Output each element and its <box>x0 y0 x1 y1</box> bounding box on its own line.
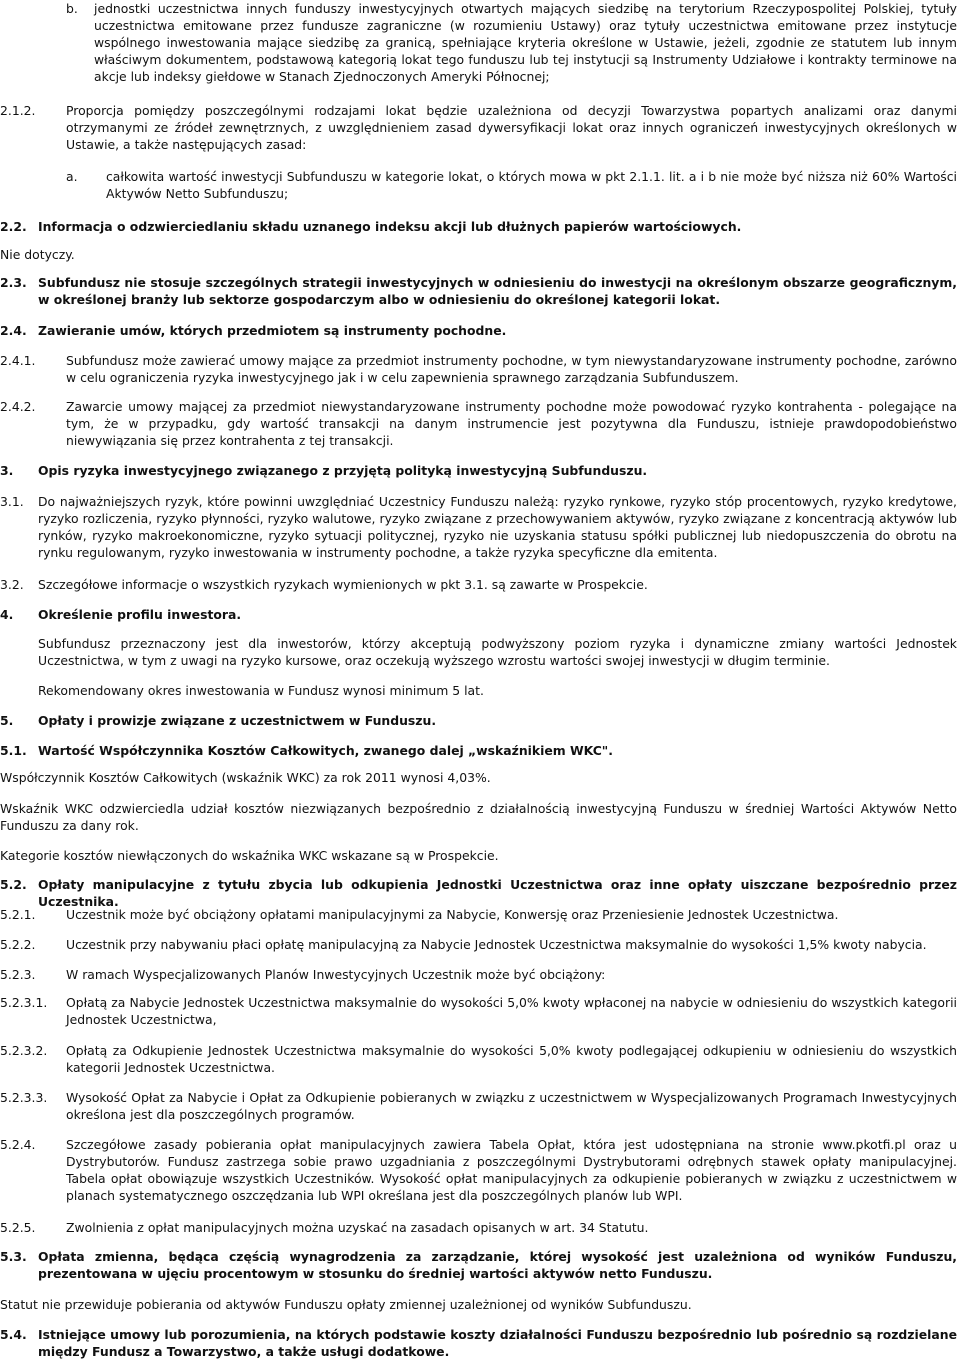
section-number: 3.1. <box>0 494 24 509</box>
section-5-3 <box>0 1248 957 1282</box>
section-number: 5.2.3.2. <box>0 1043 48 1058</box>
section-number: 5.2.3.3. <box>0 1090 48 1105</box>
section-text: Uczestnik może być obciążony opłatami manipulacyjnymi za Nabycie, Konwersję oraz Przeniesienie Jednostek Uczestnictwa. <box>66 907 839 922</box>
paragraph: Nie dotyczy. <box>0 247 75 262</box>
section-b <box>0 0 957 85</box>
section-5-4 <box>0 1326 957 1360</box>
section-text: całkowita wartość inwestycji Subfunduszu w kategorie lokat, o których mowa w pkt 2.1.1. lit. a i b nie może być niższa niż 60% Wartości Aktywów Netto Subfunduszu; <box>106 169 957 201</box>
section-text: Proporcja pomiędzy poszczególnymi rodzajami lokat będzie uzależniona od decyzji Towarzystwa popartych analizami oraz danymi otrzymanymi ze źródeł zewnętrznych, z uwzględnieniem zasad dywersyfikacji lokat oraz innych ograniczeń inwestycyjnych określonych w Ustawie, a także następujących zasad: <box>66 103 957 152</box>
section-number: 5.2. <box>0 877 27 892</box>
section-text: Zwolnienia z opłat manipulacyjnych można uzyskać na zasadach opisanych w art. 34 Statutu. <box>66 1220 649 1235</box>
section-5-2 <box>0 876 957 910</box>
section-3-1 <box>0 493 957 561</box>
section-number: 5.2.4. <box>0 1137 36 1152</box>
section-number: 2.4. <box>0 323 27 338</box>
section-2-3 <box>0 274 957 308</box>
section-5-2-3-1 <box>0 994 957 1028</box>
paragraph: Rekomendowany okres inwestowania w Fundusz wynosi minimum 5 lat. <box>38 683 484 698</box>
paragraph: Subfundusz przeznaczony jest dla inwestorów, którzy akceptują podwyższony poziom ryzyka i dynamiczne zmiany wartości Jednostek Uczestnictwa, w tym z uwagi na ryzyko kursowe, oraz oczekują wyższego wzrostu wartości swojej inwestycji w długim terminie. <box>38 636 957 668</box>
section-number: 5.2.3.1. <box>0 995 48 1010</box>
section-text: Opis ryzyka inwestycyjnego związanego z przyjętą polityką inwestycyjną Subfunduszu. <box>38 463 648 478</box>
section-text: Szczegółowe zasady pobierania opłat manipulacyjnych zawiera Tabela Opłat, która jest udostępniana na stronie www.pkotfi.pl oraz u Dystrybutorów. Fundusz zastrzega sobie prawo uzgadniania z poszczególnymi Dystrybutorami odrębnych stawek opłaty manipulacyjnej. Tabela opłat obowiązuje wszystkich Uczestników. Wysokość opłat manipulacyjnych za odkupienie pobieranych w związku z uczestnictwem w planach systematycznego oszczędzania lub WPI określana jest dla poszczególnych planów lub WPI. <box>66 1137 957 1203</box>
section-text: Subfundusz może zawierać umowy mające za przedmiot instrumenty pochodne, w tym niewystandaryzowane instrumenty pochodne, zarówno w celu ograniczenia ryzyka inwestycyjnego jak i w celu zapewnienia sprawnego zarządzania Subfunduszem. <box>66 353 957 385</box>
section-a <box>0 168 957 202</box>
section-text: Uczestnik przy nabywaniu płaci opłatę manipulacyjną za Nabycie Jednostek Uczestnictwa maksymalnie do wysokości 1,5% kwoty nabycia. <box>66 937 927 952</box>
section-number: 5. <box>0 713 14 728</box>
section-5-2-1 <box>0 906 957 923</box>
section-number: 3.2. <box>0 577 24 592</box>
section-number: 2.4.1. <box>0 353 36 368</box>
section-number: 5.3. <box>0 1249 27 1264</box>
section-number: 2.3. <box>0 275 27 290</box>
section-text: Opłatą za Odkupienie Jednostek Uczestnictwa maksymalnie do wysokości 5,0% kwoty podlegającej odkupieniu w odniesieniu do wszystkich kategorii Jednostek Uczestnictwa. <box>66 1043 957 1075</box>
section-number: 3. <box>0 463 14 478</box>
section-number: 2.2. <box>0 219 27 234</box>
section-5-2-3-3 <box>0 1089 957 1123</box>
section-2-2 <box>0 218 957 235</box>
section-text: Określenie profilu inwestora. <box>38 607 242 622</box>
section-2-4 <box>0 322 957 339</box>
section-5-2-2 <box>0 936 957 953</box>
section-number: 4. <box>0 607 14 622</box>
section-5-2-3 <box>0 966 957 983</box>
section-text: Szczegółowe informacje o wszystkich ryzykach wymienionych w pkt 3.1. są zawarte w Prospekcie. <box>38 577 648 592</box>
section-2-4-2 <box>0 398 957 449</box>
section-number: 5.2.2. <box>0 937 36 952</box>
section-text: Subfundusz nie stosuje szczególnych strategii inwestycyjnych w odniesieniu do inwestycji na określonym obszarze geograficznym, w określonej branży lub sektorze gospodarczym albo w odniesieniu do określonej kategorii lokat. <box>38 275 957 307</box>
section-text: Zawieranie umów, których przedmiotem są instrumenty pochodne. <box>38 323 507 338</box>
section-number: a. <box>66 169 78 184</box>
paragraph: Statut nie przewiduje pobierania od aktywów Funduszu opłaty zmiennej uzależnionej od wyników Subfunduszu. <box>0 1297 692 1312</box>
section-number: 5.2.5. <box>0 1220 36 1235</box>
section-number: 5.4. <box>0 1327 27 1342</box>
section-number: 5.2.3. <box>0 967 36 982</box>
section-5-1 <box>0 742 957 759</box>
section-text: Informacja o odzwierciedlaniu składu uznanego indeksu akcji lub dłużnych papierów wartościowych. <box>38 219 742 234</box>
section-number: 2.1.2. <box>0 103 36 118</box>
paragraph: Wskaźnik WKC odzwierciedla udział kosztów niezwiązanych bezpośrednio z działalnością inwestycyjną Funduszu w średniej Wartości Aktywów Netto Funduszu za dany rok. <box>0 801 957 833</box>
section-text: jednostki uczestnictwa innych funduszy inwestycyjnych otwartych mających siedzibę na terytorium Rzeczypospolitej Polskiej, tytuły uczestnictwa emitowane przez fundusze zagraniczne (w rozumieniu Ustawy) oraz tytuły uczestnictwa emitowane przez instytucje wspólnego inwestowania mające siedzibę za granicą, spełniające kryteria określone w Ustawie, jeżeli, zgodnie ze statutem lub innym właściwym dokumentem, podstawową kategorią lokat tego funduszu lub tej instytucji są Instrumenty Udziałowe i kontrakty terminowe na akcje lub indeksy giełdowe w Stanach Zjednoczonych Ameryki Północnej; <box>94 1 957 84</box>
section-text: Opłata zmienna, będąca częścią wynagrodzenia za zarządzanie, której wysokość jest uzależniona od wyników Funduszu, prezentowana w ujęciu procentowym w stosunku do średniej wartości aktywów netto Funduszu. <box>38 1249 957 1281</box>
section-4 <box>0 606 957 623</box>
section-text: W ramach Wyspecjalizowanych Planów Inwestycyjnych Uczestnik może być obciążony: <box>66 967 606 982</box>
section-text: Zawarcie umowy mającej za przedmiot niewystandaryzowane instrumenty pochodne może powodować ryzyko kontrahenta - polegające na tym, że w przypadku, gdy wartość transakcji na danym instrumencie jest pozytywna dla Funduszu, istnieje prawdopodobieństwo niewywiązania się przez kontrahenta z tej transakcji. <box>66 399 957 448</box>
section-text: Opłaty i prowizje związane z uczestnictwem w Funduszu. <box>38 713 437 728</box>
section-2-1-2 <box>0 102 957 153</box>
section-text: Wysokość Opłat za Nabycie i Opłat za Odkupienie pobieranych w związku z uczestnictwem w Wyspecjalizowanych Programach Inwestycyjnych określona jest dla poszczególnych programów. <box>66 1090 957 1122</box>
section-text: Opłatą za Nabycie Jednostek Uczestnictwa maksymalnie do wysokości 5,0% kwoty wpłaconej na nabycie w odniesieniu do wszystkich kategorii Jednostek Uczestnictwa, <box>66 995 957 1027</box>
section-text: Wartość Współczynnika Kosztów Całkowitych, zwanego dalej „wskaźnikiem WKC". <box>38 743 613 758</box>
section-number: b. <box>66 1 78 16</box>
section-3-2 <box>0 576 957 593</box>
section-5-2-4 <box>0 1136 957 1204</box>
section-number: 2.4.2. <box>0 399 36 414</box>
section-2-4-1 <box>0 352 957 386</box>
section-5 <box>0 712 957 729</box>
paragraph: Współczynnik Kosztów Całkowitych (wskaźnik WKC) za rok 2011 wynosi 4,03%. <box>0 770 491 785</box>
paragraph: Kategorie kosztów niewłączonych do wskaźnika WKC wskazane są w Prospekcie. <box>0 848 499 863</box>
section-3 <box>0 462 957 479</box>
section-number: 5.2.1. <box>0 907 36 922</box>
section-5-2-3-2 <box>0 1042 957 1076</box>
section-text: Do najważniejszych ryzyk, które powinni uwzględniać Uczestnicy Funduszu należą: ryzyko rynkowe, ryzyko stóp procentowych, ryzyko kredytowe, ryzyko rozliczenia, ryzyko płynności, ryzyko walutowe, ryzyko związane z przechowywaniem aktywów, ryzyko związane z koncentracją aktywów lub rynków, ryzyko makroekonomiczne, ryzyko sytuacji politycznej, ryzyko nie uzyskania statusu spółki publicznej lub niedopuszczenia do obrotu na rynku regulowanym, ryzyko inwestowania w instrumenty pochodne, a także ryzyka specyficzne dla emitenta. <box>38 494 957 560</box>
section-text: Opłaty manipulacyjne z tytułu zbycia lub odkupienia Jednostki Uczestnictwa oraz inne opłaty uiszczane bezpośrednio przez Uczestnika. <box>38 877 957 909</box>
section-5-2-5 <box>0 1219 957 1236</box>
section-text: Istniejące umowy lub porozumienia, na których podstawie koszty działalności Funduszu bezpośrednio lub pośrednio są rozdzielane między Fundusz a Towarzystwo, a także usługi dodatkowe. <box>38 1327 957 1359</box>
section-number: 5.1. <box>0 743 27 758</box>
